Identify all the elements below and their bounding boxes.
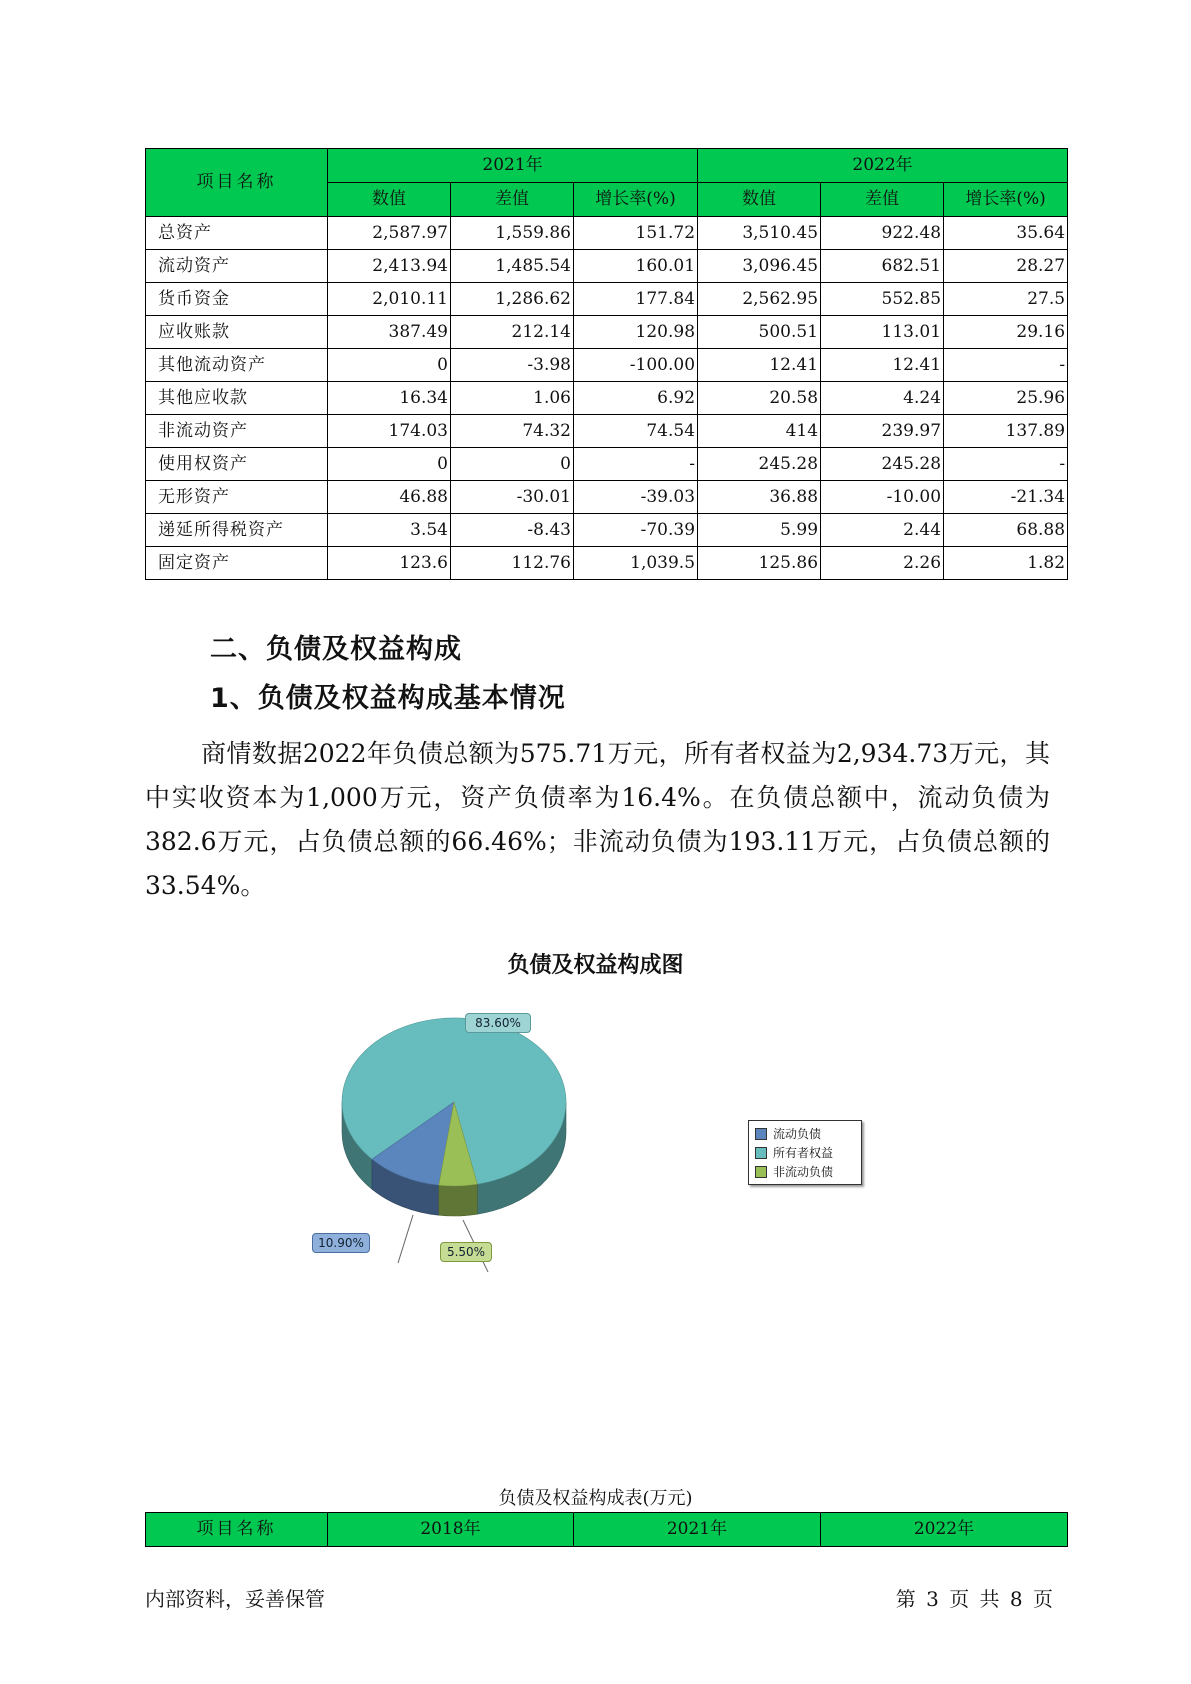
- row-value: 0: [328, 448, 451, 481]
- row-value: 29.16: [944, 316, 1068, 349]
- row-value: 2.26: [821, 547, 944, 580]
- header-year-2022: 2022年: [821, 1513, 1068, 1547]
- liability-table: [145, 1512, 1068, 1547]
- subheader-value: 数值: [698, 183, 821, 217]
- pie-label-equity: [465, 1013, 531, 1033]
- row-value: -8.43: [451, 514, 574, 547]
- row-value: 212.14: [451, 316, 574, 349]
- table-row: [146, 217, 1068, 250]
- legend-swatch: [755, 1128, 767, 1140]
- legend-item: [755, 1162, 855, 1181]
- row-value: 2.44: [821, 514, 944, 547]
- row-value: 6.92: [574, 382, 698, 415]
- row-value: 35.64: [944, 217, 1068, 250]
- row-value: -21.34: [944, 481, 1068, 514]
- row-value: 74.54: [574, 415, 698, 448]
- table-row: [146, 316, 1068, 349]
- row-value: -: [944, 349, 1068, 382]
- legend-swatch: [755, 1147, 767, 1159]
- table-row: [146, 349, 1068, 382]
- row-value: 160.01: [574, 250, 698, 283]
- row-value: 125.86: [698, 547, 821, 580]
- table-row: [146, 250, 1068, 283]
- row-name: 其他流动资产: [146, 349, 328, 382]
- row-value: 500.51: [698, 316, 821, 349]
- legend-label: 流动负债: [773, 1127, 822, 1141]
- row-value: 3.54: [328, 514, 451, 547]
- table-row: [146, 415, 1068, 448]
- table-row: [146, 547, 1068, 580]
- subheader-growth: 增长率(%): [574, 183, 698, 217]
- legend-label: 非流动负债: [773, 1165, 834, 1179]
- pie-label-noncurrent-liabilities: [440, 1242, 492, 1262]
- table-row: [146, 382, 1068, 415]
- pie-label-text: 10.90%: [318, 1236, 364, 1250]
- header-year-2021: 2021年: [574, 1513, 821, 1547]
- row-value: 552.85: [821, 283, 944, 316]
- row-value: 12.41: [698, 349, 821, 382]
- table-row: [146, 481, 1068, 514]
- legend-label: 所有者权益: [773, 1146, 834, 1160]
- row-value: -: [574, 448, 698, 481]
- row-value: 245.28: [821, 448, 944, 481]
- pie-side-2: [439, 1184, 477, 1216]
- row-value: 2,587.97: [328, 217, 451, 250]
- row-value: 3,096.45: [698, 250, 821, 283]
- row-name: 货币资金: [146, 283, 328, 316]
- row-value: 120.98: [574, 316, 698, 349]
- row-value: 387.49: [328, 316, 451, 349]
- subheader-growth: 增长率(%): [944, 183, 1068, 217]
- row-value: 5.99: [698, 514, 821, 547]
- table-row: [146, 514, 1068, 547]
- row-value: 123.6: [328, 547, 451, 580]
- row-value: 239.97: [821, 415, 944, 448]
- footer-page-number: 第 3 页 共 8 页: [895, 1587, 1053, 1611]
- row-value: 12.41: [821, 349, 944, 382]
- table-row: [146, 448, 1068, 481]
- row-value: -70.39: [574, 514, 698, 547]
- row-name: 应收账款: [146, 316, 328, 349]
- table2-caption: 负债及权益构成表(万元): [498, 1488, 693, 1509]
- row-value: -10.00: [821, 481, 944, 514]
- subsection-title: 1、负债及权益构成基本情况: [210, 683, 566, 714]
- row-name: 流动资产: [146, 250, 328, 283]
- header-year-2021: 2021年: [328, 149, 698, 183]
- row-value: 112.76: [451, 547, 574, 580]
- row-value: 36.88: [698, 481, 821, 514]
- row-value: 46.88: [328, 481, 451, 514]
- table-row: [146, 283, 1068, 316]
- row-value: -30.01: [451, 481, 574, 514]
- row-value: 113.01: [821, 316, 944, 349]
- row-value: 28.27: [944, 250, 1068, 283]
- pie-label-current-liabilities: [312, 1233, 370, 1253]
- row-value: 414: [698, 415, 821, 448]
- row-name: 非流动资产: [146, 415, 328, 448]
- header-item-name: 项目名称: [146, 149, 328, 217]
- row-value: 1,039.5: [574, 547, 698, 580]
- row-value: -3.98: [451, 349, 574, 382]
- row-name: 固定资产: [146, 547, 328, 580]
- row-value: 4.24: [821, 382, 944, 415]
- header-item-name: 项目名称: [146, 1513, 328, 1547]
- row-name: 无形资产: [146, 481, 328, 514]
- row-value: 1.06: [451, 382, 574, 415]
- legend-swatch: [755, 1166, 767, 1178]
- row-value: 16.34: [328, 382, 451, 415]
- row-value: 0: [451, 448, 574, 481]
- row-value: 74.32: [451, 415, 574, 448]
- header-year-2022: 2022年: [698, 149, 1068, 183]
- footer-confidential: 内部资料，妥善保管: [145, 1587, 325, 1611]
- row-value: 2,413.94: [328, 250, 451, 283]
- row-value: 2,562.95: [698, 283, 821, 316]
- row-value: 922.48: [821, 217, 944, 250]
- row-value: 25.96: [944, 382, 1068, 415]
- row-name: 其他应收款: [146, 382, 328, 415]
- subheader-diff: 差值: [451, 183, 574, 217]
- row-value: 137.89: [944, 415, 1068, 448]
- summary-paragraph: 商情数据2022年负债总额为575.71万元，所有者权益为2,934.73万元，其中实收资本为1,000万元，资产负债率为16.4%。在负债总额中，流动负债为382.6万元，占负债总额的66.46%；非流动负债为193.11万元，占负债总额的33.54%。: [145, 739, 1050, 900]
- asset-table: [145, 148, 1068, 580]
- section-title: 二、负债及权益构成: [210, 634, 462, 665]
- row-value: 27.5: [944, 283, 1068, 316]
- row-value: 20.58: [698, 382, 821, 415]
- row-value: 2,010.11: [328, 283, 451, 316]
- row-value: 1,559.86: [451, 217, 574, 250]
- row-name: 总资产: [146, 217, 328, 250]
- row-value: 1,286.62: [451, 283, 574, 316]
- row-value: 177.84: [574, 283, 698, 316]
- pie-label-text: 5.50%: [446, 1245, 486, 1259]
- row-name: 递延所得税资产: [146, 514, 328, 547]
- pie-label-text: 83.60%: [475, 1016, 521, 1030]
- header-year-2018: 2018年: [328, 1513, 574, 1547]
- row-value: 174.03: [328, 415, 451, 448]
- legend-item: [755, 1143, 855, 1162]
- row-value: -39.03: [574, 481, 698, 514]
- chart-legend: [748, 1120, 862, 1185]
- row-value: 245.28: [698, 448, 821, 481]
- row-value: 68.88: [944, 514, 1068, 547]
- subheader-diff: 差值: [821, 183, 944, 217]
- subheader-value: 数值: [328, 183, 451, 217]
- row-value: 1,485.54: [451, 250, 574, 283]
- chart-title: 负债及权益构成图: [507, 953, 684, 978]
- row-value: 0: [328, 349, 451, 382]
- row-value: 151.72: [574, 217, 698, 250]
- row-value: -: [944, 448, 1068, 481]
- legend-item: [755, 1124, 855, 1143]
- row-value: -100.00: [574, 349, 698, 382]
- pie-leader-line: [398, 1215, 413, 1263]
- row-value: 682.51: [821, 250, 944, 283]
- row-value: 3,510.45: [698, 217, 821, 250]
- row-value: 1.82: [944, 547, 1068, 580]
- row-name: 使用权资产: [146, 448, 328, 481]
